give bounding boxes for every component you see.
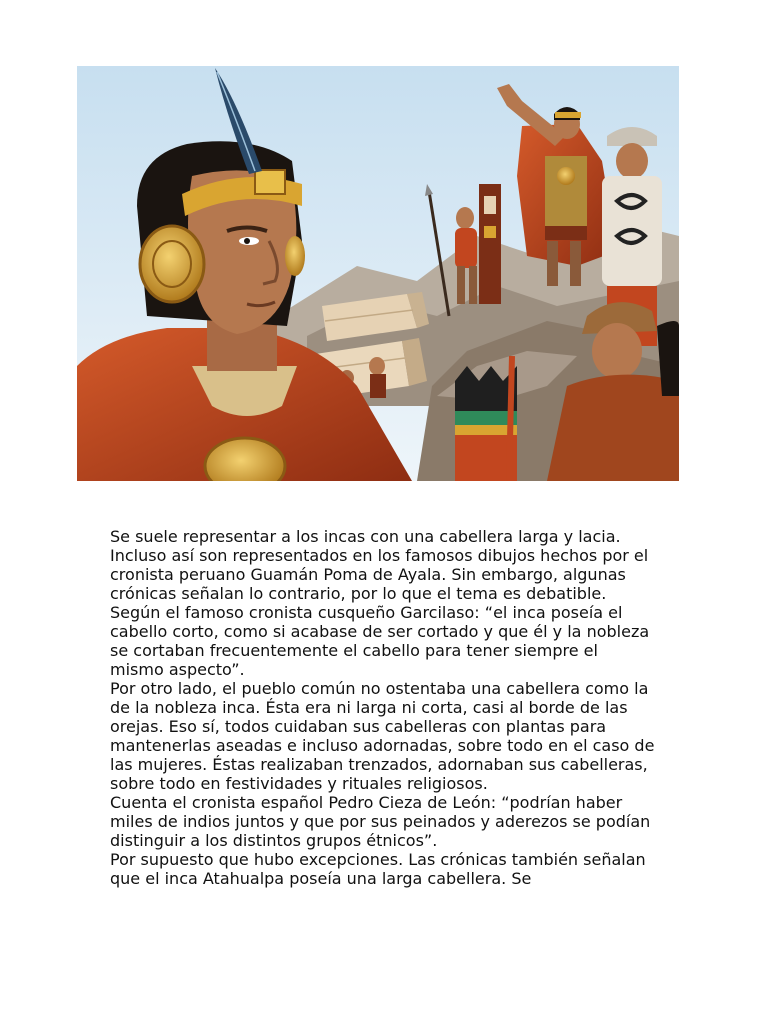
inca-illustration <box>77 66 679 481</box>
paragraph-1: Se suele representar a los incas con una cabellera larga y lacia. Incluso así son representados en los famosos dibujos hechos por el cronista peruano Guamán Poma de Ayala. Sin embargo, algunas crónicas señalan lo contrario, por lo que el tema es debatible. <box>110 527 649 603</box>
paragraph-5: Por supuesto que hubo excepciones. Las crónicas también señalan que el inca Atahualpa poseía una larga cabellera. Se <box>110 850 646 888</box>
paragraph-3: Por otro lado, el pueblo común no ostentaba una cabellera como la de la nobleza inca. Ésta era ni larga ni corta, casi al borde de las orejas. Eso sí, todos cuidaban sus cabelleras con plantas para mantenerlas aseadas e incluso adornadas, sobre todo en el caso de las mujeres. Éstas realizaban trenzados, adornaban sus cabelleras, sobre todo en festividades y rituales religiosos. <box>110 679 655 793</box>
paragraph-2: Según el famoso cronista cusqueño Garcilaso: “el inca poseía el cabello corto, como si acabase de ser cortado y que él y la nobleza se cortaban frecuentemente el cabello para tener siempre el mismo aspecto”. <box>110 603 650 679</box>
paragraph-4: Cuenta el cronista español Pedro Cieza de León: “podrían haber miles de indios juntos y que por sus peinados y aderezos se podían distinguir a los distintos grupos étnicos”. <box>110 793 651 850</box>
warrior-banner-totem <box>479 184 501 304</box>
illustration-artwork <box>77 66 679 481</box>
gold-ear-spool <box>140 226 204 302</box>
article-body <box>110 527 655 888</box>
gold-chest-disc <box>205 438 285 481</box>
